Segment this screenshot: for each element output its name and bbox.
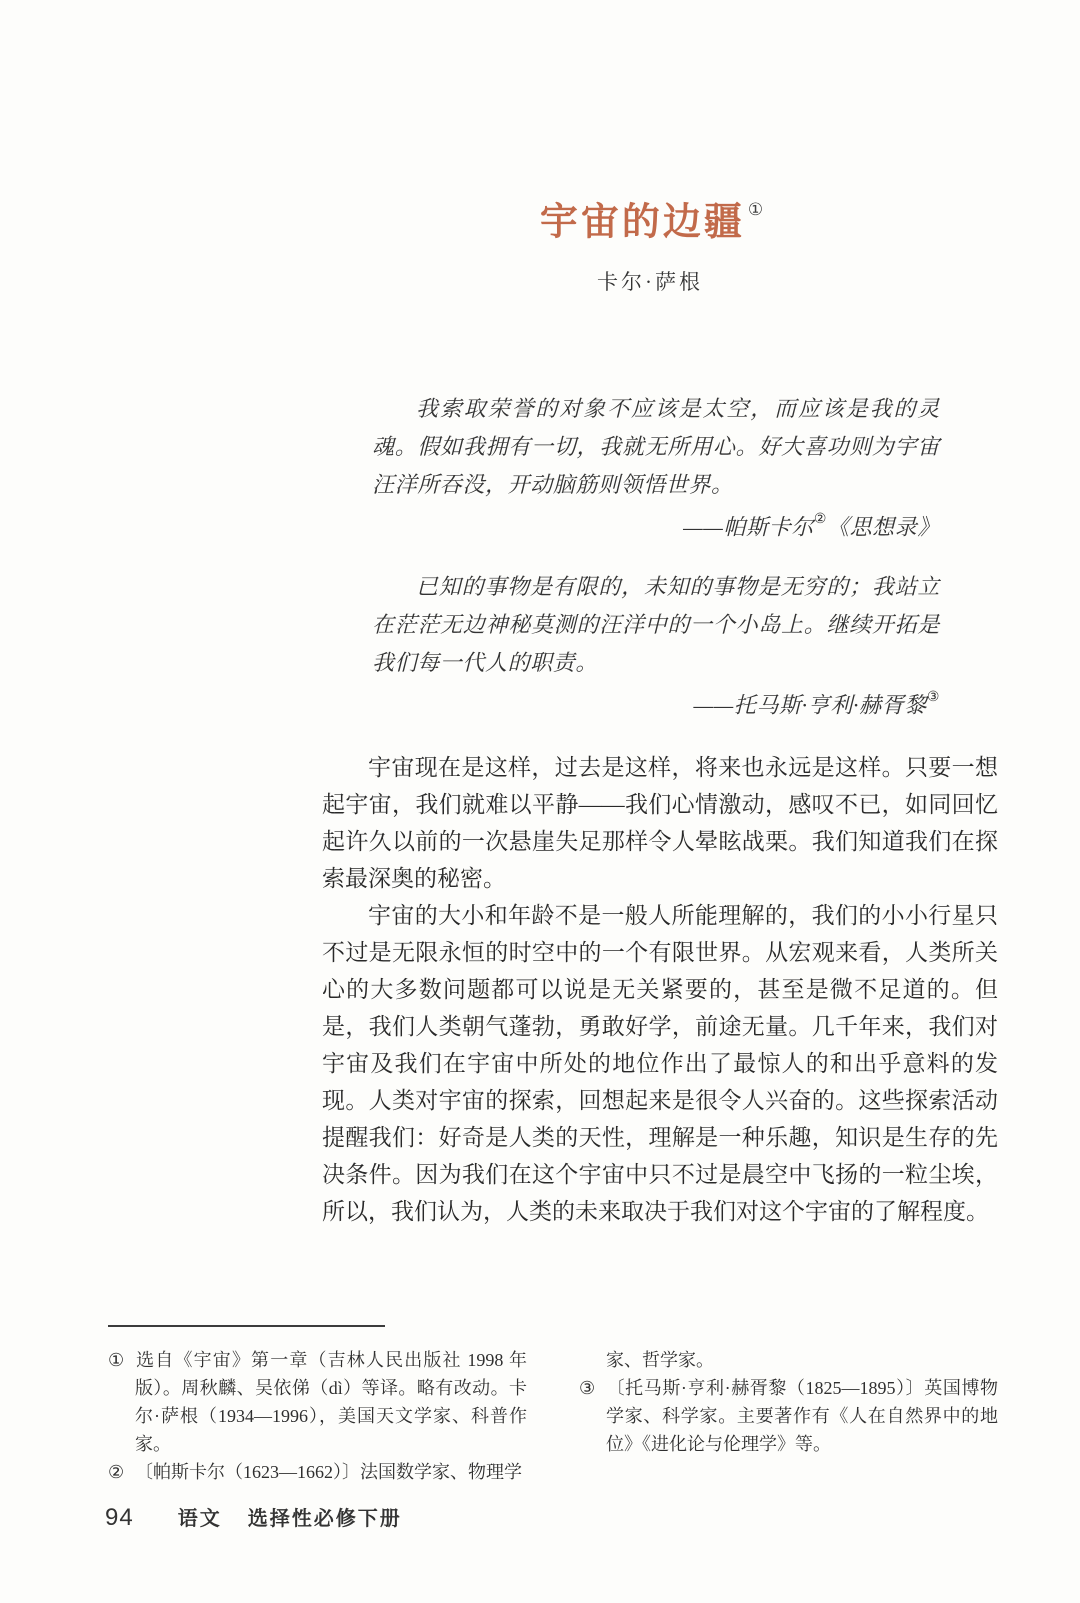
- attribution-name: ——帕斯卡尔: [683, 514, 814, 540]
- author: 卡尔·萨根: [597, 270, 703, 294]
- footnote-column-left: [108, 1346, 527, 1486]
- paragraph-2: 宇宙的大小和年龄不是一般人所能理解的，我们的小小行星只不过是无限永恒的时空中的一个有限世界。从宏观来看，人类所关心的大多数问题都可以说是无关紧要的，甚至是微不足道的。但是，我们人类朝气蓬勃，勇敢好学，前途无量。几千年来，我们对宇宙及我们在宇宙中所处的地位作出了最惊人的和出乎意料的发现。人类对宇宙的探索，回想起来是很令人兴奋的。这些探索活动提醒我们：好奇是人类的天性，理解是一种乐趣，知识是生存的先决条件。因为我们在这个宇宙中只不过是晨空中飞扬的一粒尘埃，所以，我们认为，人类的未来取决于我们对这个宇宙的了解程度。: [322, 903, 998, 1224]
- title-footnote-ref: ①: [747, 200, 764, 219]
- footnote-text: 〔托马斯·亨利·赫胥黎（1825—1895）〕英国博物学家、科学家。主要著作有《人在自然界中的地位》《进化论与伦理学》等。: [606, 1378, 998, 1454]
- attribution-footnote-ref: ③: [926, 690, 940, 705]
- attribution-name: ——托马斯·亨利·赫胥黎: [693, 692, 927, 718]
- attribution-footnote-ref: ②: [813, 512, 827, 527]
- body-text: [322, 749, 998, 1230]
- footnote-text: 〔帕斯卡尔（1623—1662）〕法国数学家、物理学: [135, 1462, 522, 1482]
- epigraph-attribution: [372, 682, 940, 724]
- footnote-marker: ③: [579, 1378, 596, 1398]
- epigraph-huxley: [372, 568, 940, 724]
- epigraph-attribution: [372, 504, 940, 546]
- page-title: [310, 190, 990, 249]
- footnote-column-right: [579, 1346, 998, 1486]
- footnote-2: [108, 1458, 527, 1486]
- footnote-1: [108, 1346, 527, 1458]
- footnote-divider: [108, 1325, 385, 1327]
- page-number: 94: [105, 1504, 134, 1531]
- footnote-marker: ②: [108, 1462, 125, 1482]
- footer-volume: 选择性必修下册: [247, 1508, 402, 1530]
- epigraph-text: 我索取荣誉的对象不应该是太空，而应该是我的灵魂。假如我拥有一切，我就无所用心。好大喜功则为宇宙汪洋所吞没，开动脑筋则领悟世界。: [372, 396, 940, 497]
- footnote-marker: ①: [108, 1350, 125, 1370]
- title-text: 宇宙的边疆: [539, 201, 745, 244]
- attribution-work: 《思想录》: [826, 514, 940, 540]
- epigraph-pascal: [372, 390, 940, 546]
- page-footer: [105, 1502, 402, 1532]
- footnote-text: 家、哲学家。: [606, 1350, 714, 1370]
- footnote-text: 选自《宇宙》第一章（吉林人民出版社 1998 年版）。周秋麟、吴依俤（dì）等译。略有改动。卡尔·萨根（1934—1996），美国天文学家、科普作家。: [135, 1350, 527, 1454]
- footnote-2-continuation: [579, 1346, 998, 1374]
- footnotes: [108, 1346, 998, 1486]
- footnote-3: [579, 1374, 998, 1458]
- paragraph-1: 宇宙现在是这样，过去是这样，将来也永远是这样。只要一想起宇宙，我们就难以平静——我们心情激动，感叹不已，如同回忆起许久以前的一次悬崖失足那样令人晕眩战栗。我们知道我们在探索最深奥的秘密。: [322, 755, 998, 891]
- epigraph-text: 已知的事物是有限的，未知的事物是无穷的；我站立在茫茫无边神秘莫测的汪洋中的一个小岛上。继续开拓是我们每一代人的职责。: [372, 574, 940, 675]
- footer-subject: 语文: [177, 1508, 222, 1530]
